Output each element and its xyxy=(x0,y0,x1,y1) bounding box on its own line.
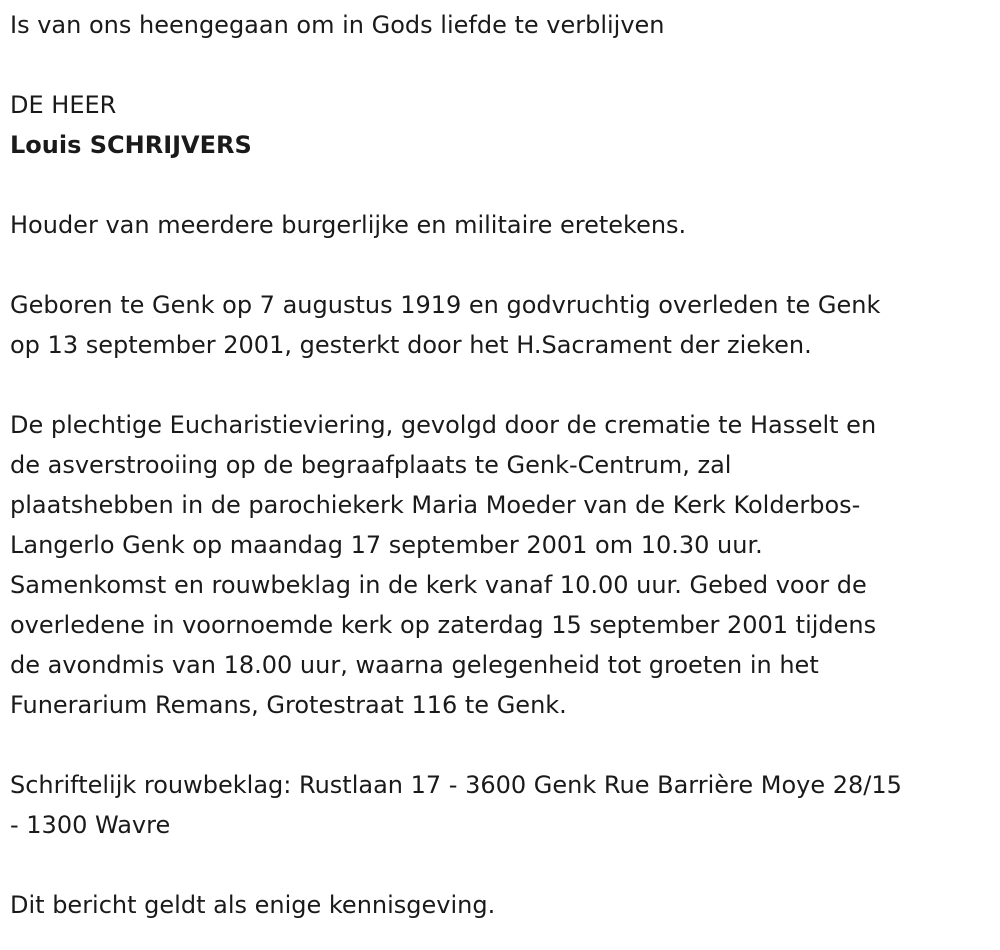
ceremony-paragraph xyxy=(10,405,990,725)
paragraph-line: Schriftelijk rouwbeklag: Rustlaan 17 - 3600 Genk Rue Barrière Moye 28/15 xyxy=(10,771,902,799)
spacer xyxy=(10,245,990,285)
paragraph-line: op 13 september 2001, gesterkt door het H.Sacrament der zieken. xyxy=(10,331,812,359)
paragraph-line: plaatshebben in de parochiekerk Maria Moeder van de Kerk Kolderbos- xyxy=(10,491,861,519)
honors-text: Houder van meerdere burgerlijke en militaire eretekens. xyxy=(10,211,687,239)
paragraph-line: de asverstrooiing op de begraafplaats te Genk-Centrum, zal xyxy=(10,451,732,479)
spacer xyxy=(10,365,990,405)
paragraph-line: De plechtige Eucharistieviering, gevolgd door de crematie te Hasselt en xyxy=(10,411,877,439)
death-notice xyxy=(10,5,990,925)
paragraph-line: Geboren te Genk op 7 augustus 1919 en godvruchtig overleden te Genk xyxy=(10,291,881,319)
paragraph-line: Samenkomst en rouwbeklag in de kerk vanaf 10.00 uur. Gebed voor de xyxy=(10,571,867,599)
spacer xyxy=(10,45,990,85)
intro-text: Is van ons heengegaan om in Gods liefde te verblijven xyxy=(10,11,665,39)
closing-text: Dit bericht geldt als enige kennisgeving. xyxy=(10,891,496,919)
paragraph-line: Funerarium Remans, Grotestraat 116 te Genk. xyxy=(10,691,567,719)
paragraph-line: overledene in voornoemde kerk op zaterdag 15 september 2001 tijdens xyxy=(10,611,877,639)
spacer xyxy=(10,845,990,885)
spacer xyxy=(10,725,990,765)
deceased-title: DE HEER xyxy=(10,91,117,119)
spacer xyxy=(10,165,990,205)
paragraph-line: - 1300 Wavre xyxy=(10,811,171,839)
deceased-name: Louis SCHRIJVERS xyxy=(10,131,252,159)
paragraph-line: de avondmis van 18.00 uur, waarna gelegenheid tot groeten in het xyxy=(10,651,819,679)
paragraph-line: Langerlo Genk op maandag 17 september 2001 om 10.30 uur. xyxy=(10,531,763,559)
birth-death-paragraph xyxy=(10,285,990,365)
condolences-paragraph xyxy=(10,765,990,845)
